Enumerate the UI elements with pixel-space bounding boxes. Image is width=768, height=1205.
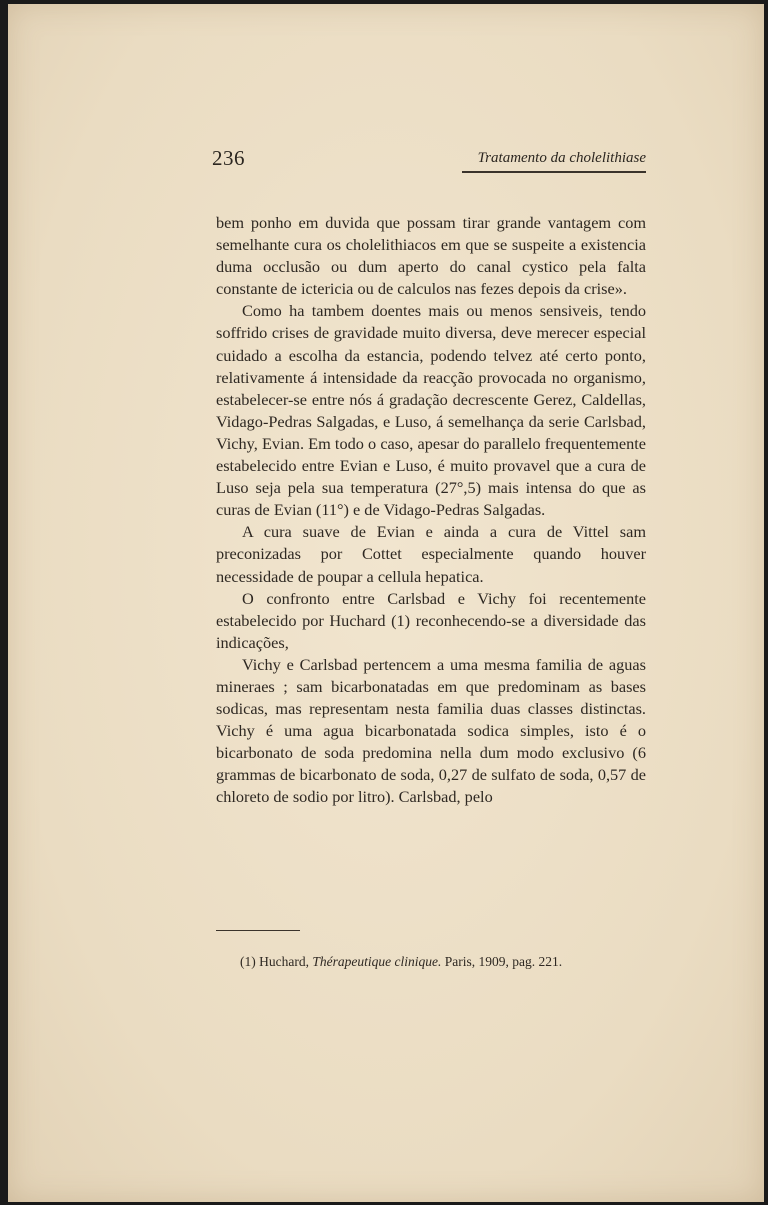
paragraph: Vichy e Carlsbad pertencem a uma mesma familia de aguas mineraes ; sam bicarbonatadas em que predominam as bases sodicas, mas representam nesta familia duas classes distinctas. Vichy é uma agua bicarbonatada sodica simples, isto é o bicarbonato de soda predomina nella dum modo exclusivo (6 grammas de bicarbonato de soda, 0,27 de sulfato de soda, 0,57 de chloreto de sodio por litro). Carlsbad, pelo xyxy=(216,654,646,807)
body-text xyxy=(216,212,646,809)
header-rule xyxy=(462,171,646,173)
footnote-author: Huchard, xyxy=(259,954,309,969)
footnote-details: Paris, 1909, pag. 221. xyxy=(444,954,563,969)
footnote-rule xyxy=(216,930,300,931)
paragraph: O confronto entre Carlsbad e Vichy foi recentemente estabelecido por Huchard (1) reconhecendo-se a diversidade das indicações, xyxy=(216,588,646,652)
book-page xyxy=(8,4,764,1202)
running-title: Tratamento da cholelithiase xyxy=(477,150,646,166)
page-number: 236 xyxy=(212,146,245,170)
paragraph: bem ponho em duvida que possam tirar grande vantagem com semelhante cura os cholelithiacos em que se suspeite a existencia duma occlusão ou dum aperto do canal cystico pela falta constante de ictericia ou de calculos nas fezes depois da crise». xyxy=(216,213,646,299)
footnote-work-title: Thérapeutique clinique. xyxy=(312,954,442,969)
paragraph: A cura suave de Evian e ainda a cura de Vittel sam preconizadas por Cottet especialmente quando houver necessidade de poupar a cellula hepatica. xyxy=(216,522,646,586)
footnote-marker: (1) xyxy=(240,954,256,969)
paragraph: Como ha tambem doentes mais ou menos sensiveis, tendo soffrido crises de gravidade muito diversa, deve merecer especial cuidado a escolha da estancia, podendo telvez até certo ponto, relativamente á intensidade da reacção provocada no organismo, estabelecer-se entre nós á gradação decrescente Gerez, Caldellas, Vidago-Pedras Salgadas, e Luso, á semelhança da serie Carlsbad, Vichy, Evian. Em todo o caso, apesar do parallelo frequentemente estabelecido entre Evian e Luso, é muito provavel que a cura de Luso seja pela sua temperatura (27°,5) mais intensa do que as curas de Evian (11°) e de Vidago-Pedras Salgadas. xyxy=(216,301,646,520)
page-header xyxy=(208,144,646,174)
footnote xyxy=(240,954,660,970)
